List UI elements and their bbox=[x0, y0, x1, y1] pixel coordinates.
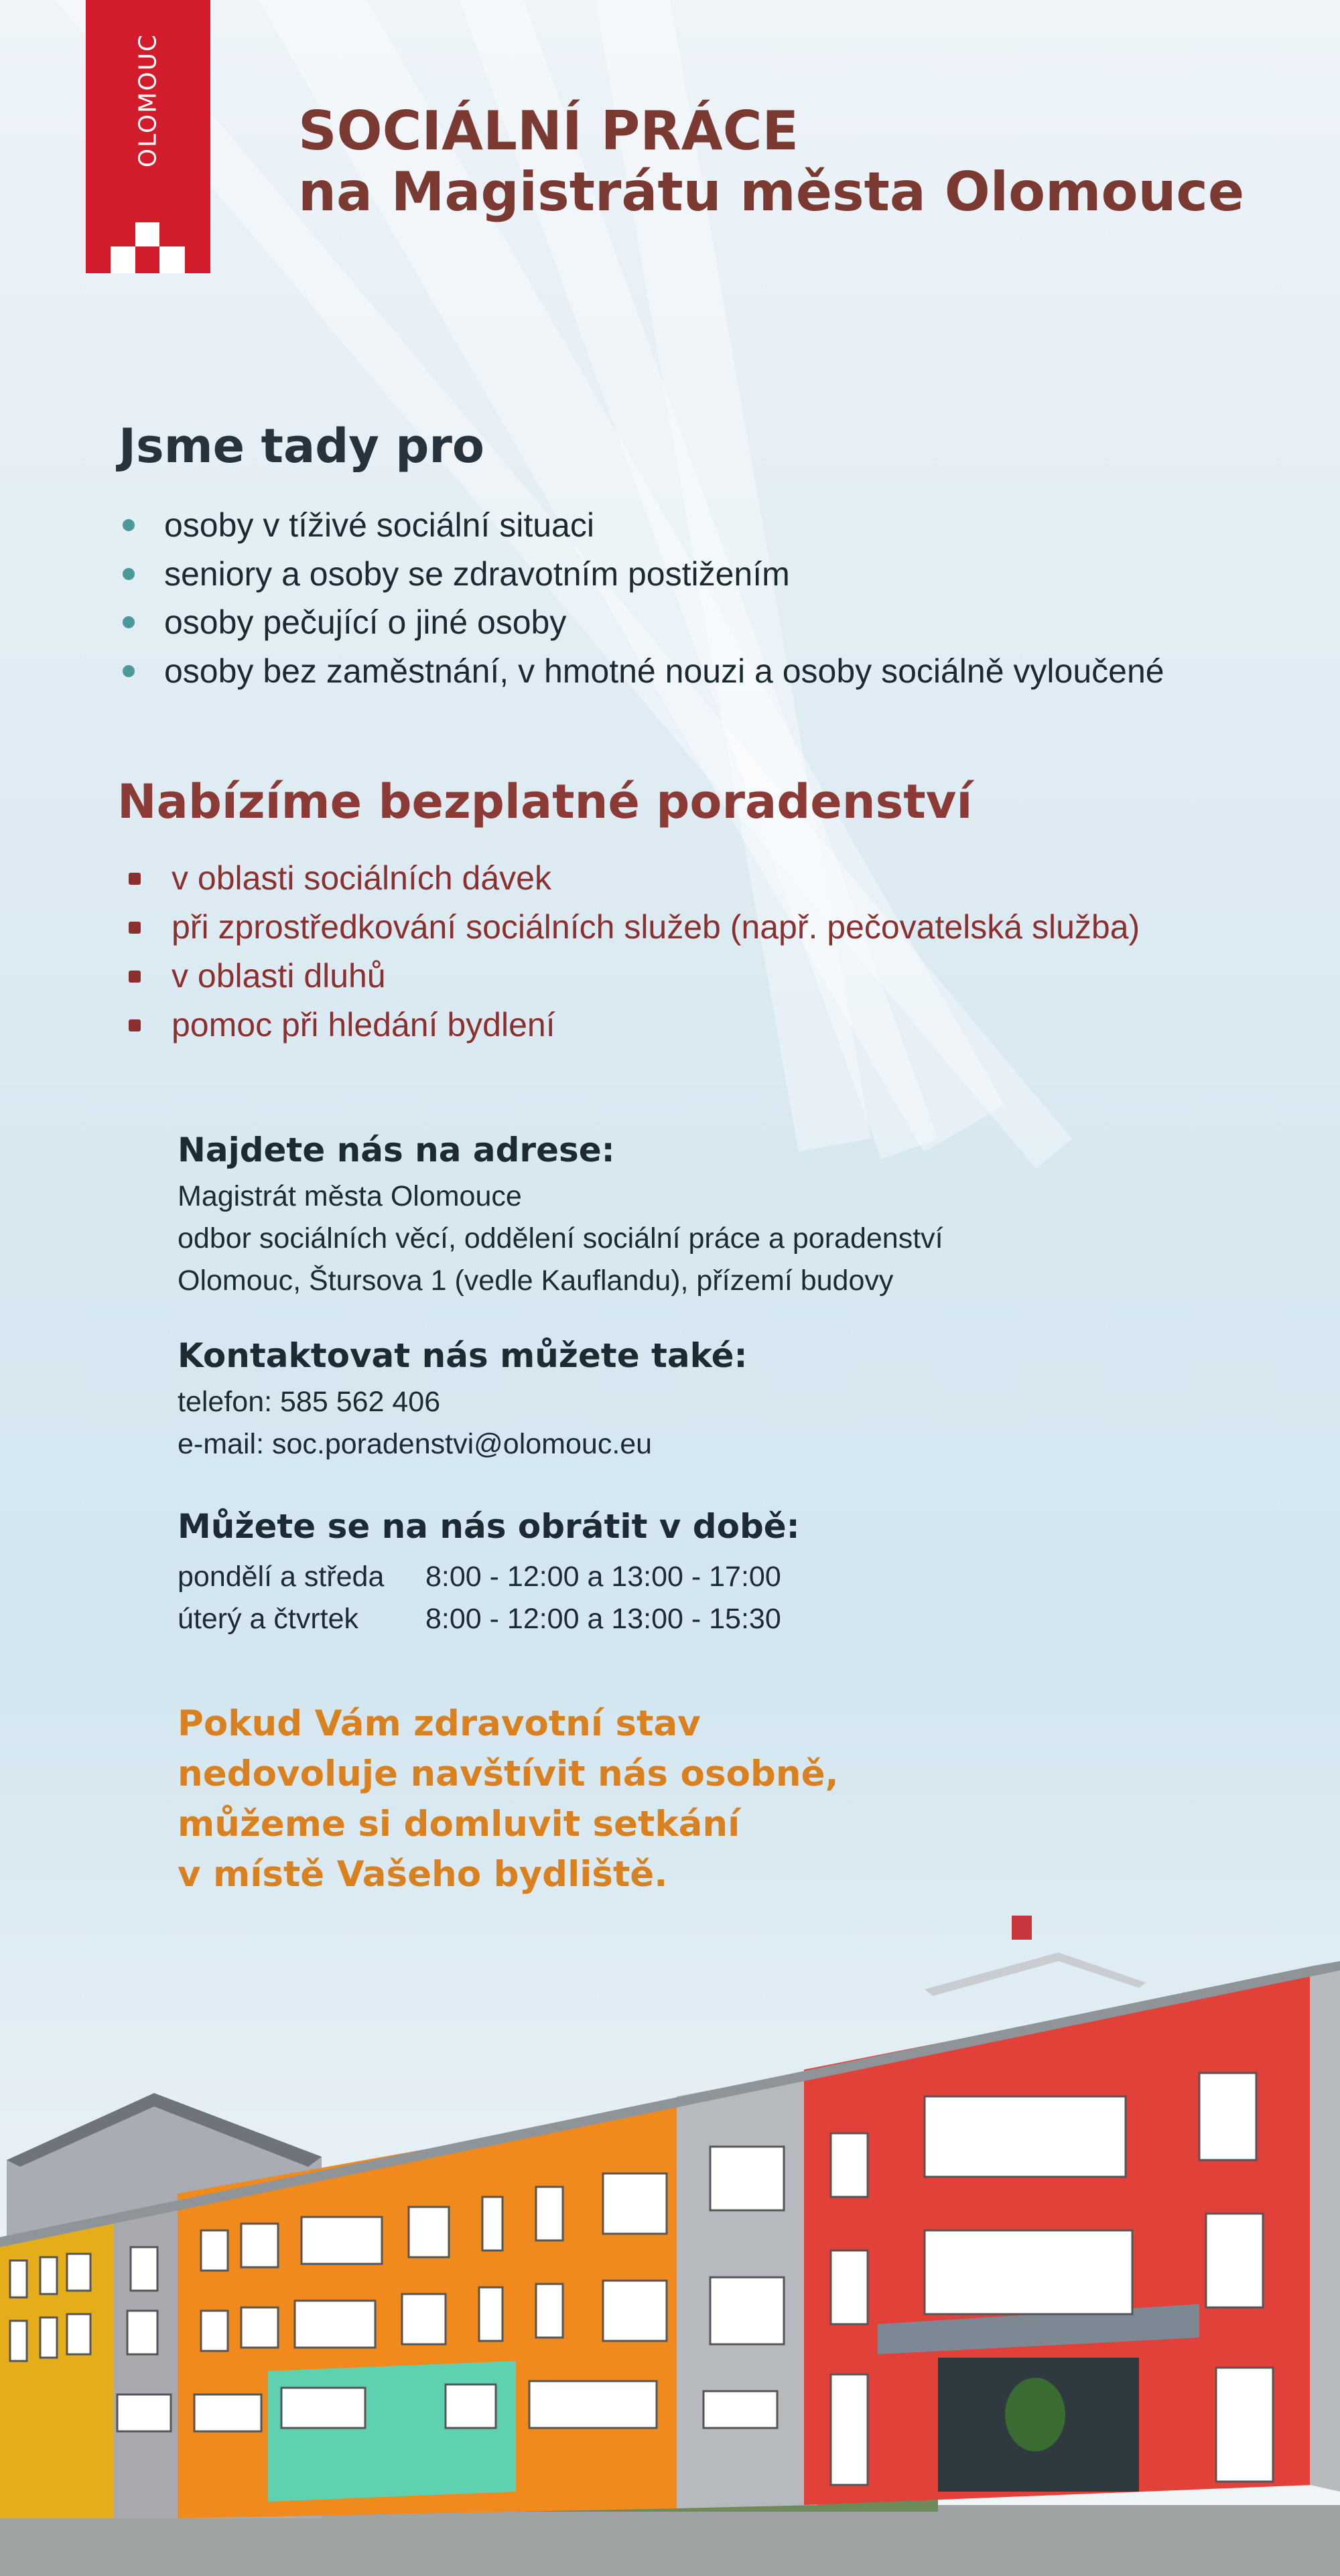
title-line-1: SOCIÁLNÍ PRÁCE bbox=[298, 100, 799, 162]
list-item: v oblasti sociálních dávek bbox=[129, 854, 1140, 903]
contact-block bbox=[178, 1381, 652, 1465]
home-visit-note bbox=[178, 1699, 839, 1900]
list-item: osoby v tíživé sociální situaci bbox=[123, 501, 1164, 550]
title-line-2: na Magistrátu města Olomouce bbox=[298, 161, 1245, 223]
services-list bbox=[129, 854, 1140, 1050]
list-item: osoby pečující o jiné osoby bbox=[123, 598, 1164, 647]
opening-hours bbox=[178, 1556, 781, 1640]
note-line: Pokud Vám zdravotní stav bbox=[178, 1703, 701, 1744]
page-title bbox=[298, 79, 1244, 244]
hours-row bbox=[178, 1598, 781, 1640]
note-line: v místě Vašeho bydliště. bbox=[178, 1854, 668, 1895]
target-groups-heading: Jsme tady pro bbox=[119, 419, 485, 474]
email-address: e-mail: soc.poradenstvi@olomouc.eu bbox=[178, 1428, 653, 1460]
address-line: Magistrát města Olomouce bbox=[178, 1180, 522, 1212]
address-line: odbor sociálních věcí, oddělení sociální práce a poradenství bbox=[178, 1222, 943, 1255]
list-item: seniory a osoby se zdravotním postižením bbox=[123, 550, 1164, 599]
logo-text: OLOMOUC bbox=[134, 33, 162, 168]
note-line: nedovoluje navštívit nás osobně, bbox=[178, 1754, 839, 1794]
address-heading: Najdete nás na adrese: bbox=[178, 1131, 615, 1169]
hours-time: 8:00 - 12:00 a 13:00 - 15:30 bbox=[425, 1603, 781, 1635]
services-heading: Nabízíme bezplatné poradenství bbox=[117, 774, 973, 829]
hours-row bbox=[178, 1556, 781, 1598]
address-block bbox=[178, 1175, 943, 1302]
list-item: pomoc při hledání bydlení bbox=[129, 1001, 1140, 1050]
contact-heading: Kontaktovat nás můžete také: bbox=[178, 1336, 748, 1375]
office-building-photo bbox=[0, 1902, 1340, 2576]
address-line: Olomouc, Štursova 1 (vedle Kauflandu), přízemí budovy bbox=[178, 1265, 894, 1297]
list-item: při zprostředkování sociálních služeb (např. pečovatelská služba) bbox=[129, 903, 1140, 952]
target-groups-list bbox=[123, 501, 1164, 695]
list-item: osoby bez zaměstnání, v hmotné nouzi a osoby sociálně vyloučené bbox=[123, 647, 1164, 696]
hours-heading: Můžete se na nás obrátit v době: bbox=[178, 1507, 800, 1546]
phone-number: telefon: 585 562 406 bbox=[178, 1386, 441, 1418]
hours-time: 8:00 - 12:00 a 13:00 - 17:00 bbox=[425, 1561, 781, 1593]
note-line: můžeme si domluvit setkání bbox=[178, 1804, 740, 1845]
hours-days: úterý a čtvrtek bbox=[178, 1603, 359, 1635]
hours-days: pondělí a středa bbox=[178, 1561, 385, 1593]
list-item: v oblasti dluhů bbox=[129, 952, 1140, 1001]
